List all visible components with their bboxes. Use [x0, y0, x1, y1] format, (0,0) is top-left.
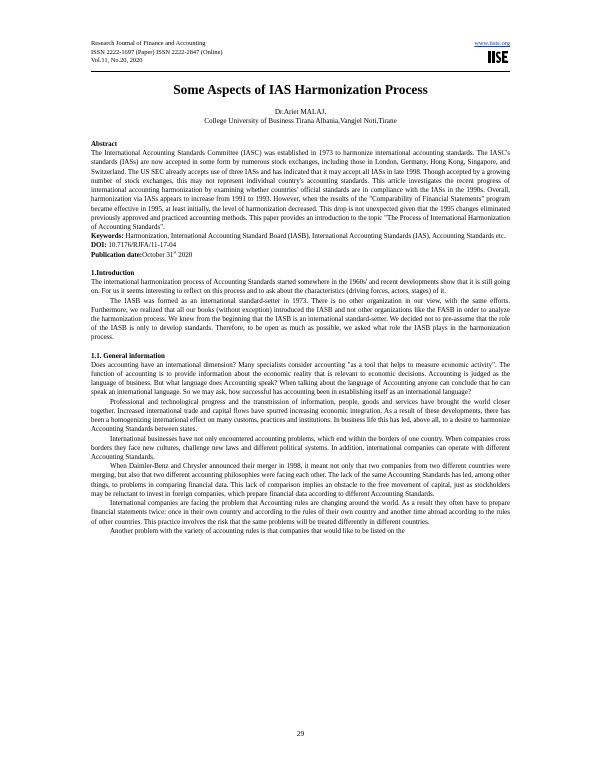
doi-value: 10.7176/RJFA/11-17-04: [106, 241, 177, 250]
general-information-heading: 1.1. General information: [91, 351, 165, 360]
general-paragraph-3: International businesses have not only encountered accounting problems, which end within the borders of one country. When companies cross borders they face new cultures, challenge new laws and different political systems. In addition, international companies can operate with different Accounting Standards.: [91, 434, 510, 461]
journal-website-link[interactable]: www.iiste.org: [474, 40, 510, 47]
iiste-logo-icon: [487, 50, 509, 64]
author-block: [91, 108, 510, 127]
iiste-logo: [487, 50, 509, 64]
publication-date-line: [91, 251, 510, 260]
journal-name: Research Journal of Finance and Accounting: [91, 40, 206, 47]
author-name: Dr.Ariet MALAJ,: [274, 108, 327, 116]
header-divider: [91, 71, 510, 72]
publication-date-label: Publication date:: [91, 250, 143, 259]
publication-date-suffix: st: [173, 249, 177, 255]
journal-header: [91, 40, 223, 66]
abstract-heading: Abstract: [91, 140, 118, 148]
page-number: 29: [296, 729, 305, 738]
abstract-text: The International Accounting Standards Committee (IASC) was established in 1973 to harmonize international accounting standards. The IASC's standards (IASs) are now accepted in some form by numerous stock exchanges, including those in London, Germany, Hong Kong, Singapore, and Switzerland. The US SEC already accepts use of three IASs and has indicated that it may accept all IASs in late 1998. Though accepted by a growing number of stock exchanges, this may not represent individual country's accounting standards. This article investigates the recent progress of international accounting harmonization by examining whether countries' official standards are in compliance with the IASs in the 1990s. Overall, harmonization via IASs appears to increase from 1991 to 1993. However, when the results of the "Comparability of Financial Statements" program became effective in 1995, at least initially, the level of harmonization decreased. This drop is not unexpected given that the 1995 changes eliminated previously approved and practiced accounting methods. This paper provides an introduction to the topic "The Process of International Harmonization of Accounting Standards".: [91, 149, 510, 231]
keywords-line: [91, 232, 510, 241]
publication-date-value: October 31: [142, 250, 174, 259]
keywords-text: Harmonization, International Accounting Standard Board (IASB), International Accounting Standards (IAS), Accounting Standards etc.: [123, 232, 506, 241]
general-paragraph-6: Another problem with the variety of accounting rules is that companies that would like to be listed on the: [110, 526, 405, 535]
publication-date-year: 2020: [176, 250, 193, 259]
article-title: Some Aspects of IAS Harmonization Process: [173, 82, 428, 97]
keywords-label: Keywords:: [91, 232, 124, 241]
journal-issn: ISSN 2222-1697 (Paper) ISSN 2222-2847 (Online): [91, 48, 223, 56]
general-paragraph-5: International companies are facing the problem that Accounting rules are changing around the world. As a result they often have to prepare financial statements twice: once in their own country and according to the rules of their own country and another time abroad according to the rules of other countries. This practice involves the risk that the same problems will be treated differently in different countries.: [91, 499, 510, 526]
article-body: [91, 140, 510, 536]
introduction-paragraph-1: The international harmonization process of Accounting Standards started somewhere in the 1960s' and recent developments show that it is still going on. For us it seems interesting to reflect on this process and to ask about the characteristics (driving forces, actors, stages) of it.: [91, 278, 510, 296]
introduction-paragraph-2: The IASB was formed as an international standard-setter in 1973. There is no other organization in our view, with the same efforts. Furthermore, we realized that all our books (without exception) introduced the IASB and not other organizations like the FASB in order to analyze the harmonization process. We knew from the beginning that the IASB is an international standard-setter. We decided not to pre-assume that the role of the IASB is only to develop standards. Therefore, to be open as much as possible, we asked what role the IASB plays in the harmonization process.: [91, 296, 510, 342]
author-affiliation: College University of Business Tirana Albania,Vangjel Noti,Tirane: [204, 117, 397, 126]
doi-line: [91, 241, 510, 250]
journal-volume: Vol.11, No.20, 2020: [91, 57, 143, 65]
general-paragraph-1: Does accounting have an international dimension? Many specialists consider accounting "as a tool that helps to measure economic activity". The function of accounting is to provide information about the economic reality that is relevant to economic decisions. Accounting is judged as the language of business. But what language does Accounting speak? When talking about the language of Accounting anyone can conclude that he can speak an international language. So we may ask, how successful has accounting been in establishing itself as an international language?: [91, 360, 510, 397]
doi-label: DOI:: [91, 241, 107, 250]
general-paragraph-4: When Daimler-Benz and Chrysler announced their merger in 1998, it meant not only that two companies from two different countries were merging, but also that two different accounting philosophies were facing each other. The lack of the same Accounting Standards has led, among other things, to problems in comparing financial data. This lack of comparison implies an obstacle to the free movement of capital, just as stockholders may be reluctant to invest in foreign companies, which prepare financial data according to different Accounting Standards.: [91, 462, 510, 498]
introduction-heading: 1.Introduction: [91, 268, 135, 277]
general-paragraph-2: Professional and technological progress and the transmission of information, people, goods and services have brought the world closer together. Increased international trade and capital flows have spurred increasing economic integration. As a result of these developments, there has been a homogenizing international effect on many customs, practices and institutions. In business life this has led, above all, to a desire to harmonize Accounting Standards between states.: [91, 397, 510, 434]
